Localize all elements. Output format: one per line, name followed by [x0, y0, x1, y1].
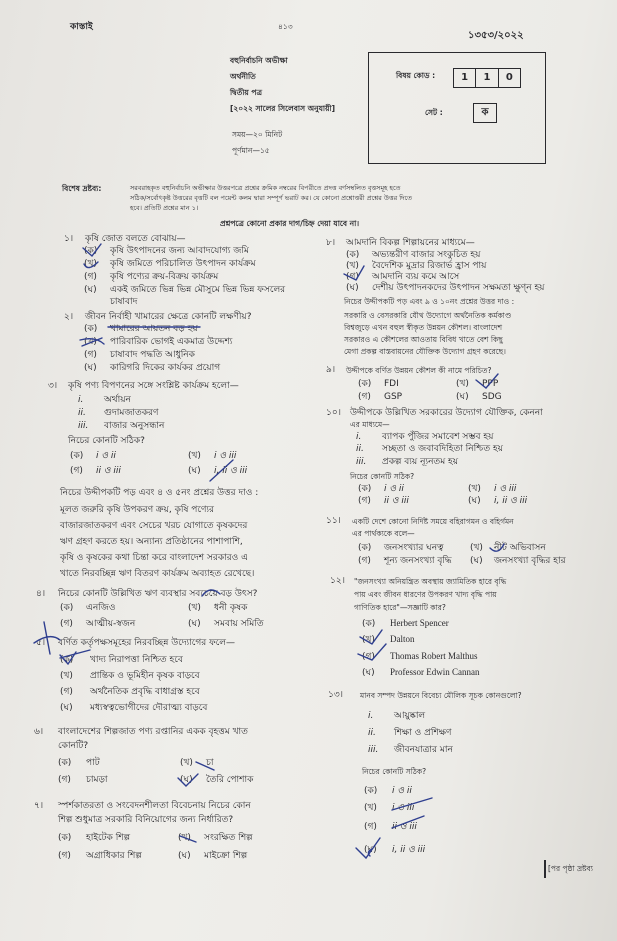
margin-mark [34, 622, 60, 654]
option-key: (খ) [456, 379, 469, 389]
option-text: কৃষি উৎপাদনের জন্য আবাদযোগ্য জমি [110, 246, 249, 256]
option-text: i, ii ও iii [494, 496, 528, 506]
next-page-note: [পর পৃষ্ঠা দ্রষ্টব্য [548, 864, 593, 873]
question-number: ৬। [34, 727, 44, 737]
option-key: (গ) [358, 556, 371, 566]
question-stem: উদ্দীপকে উল্লিখিত সরকারের উদ্যোগ যৌক্তিক, কেননা [350, 408, 543, 418]
question-stem: উদ্দীপকে বর্ণিত উন্নয়ন কৌশল কী নামে পরিচিত? [346, 366, 492, 375]
option-key: (ক) [364, 786, 378, 796]
board-name: কাস্তাই [70, 22, 93, 32]
option-text: ii ও iii [96, 466, 121, 476]
option-key: (গ) [58, 851, 71, 861]
option-text: SDG [482, 392, 502, 402]
which-correct: নিচের কোনটি সঠিক? [68, 436, 145, 446]
option-text: Professor Edwin Cannan [390, 667, 480, 677]
stimulus-line: খাতে নিরবচ্ছিন্ন ঋণ বিতরণ কার্যক্রম অব্যাহত রেখেছে। [60, 569, 255, 579]
option-text: i ও ii [384, 484, 404, 494]
option-key: (খ) [188, 603, 201, 613]
tick-mark-icon [476, 374, 498, 388]
option-key: (ক) [358, 484, 372, 494]
subject-code-label: বিষয় কোড : [396, 71, 436, 80]
code-year: ১৩৫৩/২০২২ [468, 30, 524, 41]
option-text: শূন্য জনসংখ্যা বৃদ্ধি [384, 556, 452, 566]
tick-mark-icon [84, 262, 98, 268]
instructions-line: সঠিক/সর্বোৎকৃষ্ট উত্তরের বৃত্তটি বল পয়েন্ট কলম দ্বারা সম্পূর্ণ ভরাট কর। যে কোনো প্রশ্নোত্তরী প্রশ্নের উত্তর দিতে [130, 194, 413, 202]
item-key: ii. [78, 408, 86, 418]
item-key: i. [368, 711, 374, 721]
option-key: (ঘ) [470, 556, 483, 566]
stimulus-intro: নিচের উদ্দীপকটি পড় এবং ৯ ও ১০নং প্রশ্নের উত্তর দাও : [344, 297, 515, 306]
tick-mark-icon [490, 544, 504, 551]
option-text: হাইটেক শিল্প [86, 833, 131, 843]
question-number: ৭। [34, 801, 44, 811]
footer-bracket [544, 860, 546, 878]
option-key: (খ) [470, 543, 483, 553]
item-key: i. [356, 432, 362, 442]
option-text: মধ্যস্বত্বভোগীদের দৌরাত্ম্য বাড়বে [90, 703, 208, 713]
question-stem-continued: এর মাধ্যমে— [350, 420, 390, 429]
question-stem: আমদানি বিকল্প শিল্পায়নের মাধ্যমে— [346, 238, 475, 248]
option-text: i ও iii [494, 484, 517, 494]
option-key: (ঘ) [468, 496, 481, 506]
question-stem-continued: এর পার্থক্যকে বলে— [352, 529, 415, 538]
which-correct: নিচের কোনটি সঠিক? [362, 767, 427, 776]
question-stem: বাংলাদেশের শিল্পজাত পণ্য রপ্তানির একক বৃহত্তম খাত [58, 727, 248, 737]
page-number: ৪১৩ [278, 22, 293, 31]
option-text: নীট অভিবাসন [494, 543, 546, 553]
option-key: (গ) [84, 272, 97, 282]
option-key: (ক) [362, 619, 376, 629]
option-key: (গ) [358, 392, 371, 402]
option-key: (খ) [188, 451, 201, 461]
option-key: (খ) [60, 671, 73, 681]
cross-mark-icon [80, 338, 104, 346]
instructions-line: সরবরাহকৃত বহুনির্বাচনি অভীক্ষার উত্তরপত্রে প্রশ্নের ক্রমিক নম্বরের বিপরীতে প্রদত্ত বর্ণসম্বলিত বৃত্তসমূহ হতে [130, 184, 401, 192]
question-stem: মানব সম্পদ উন্নয়নে বিবেচ্য মৌলিক সূচক কোনগুলো? [360, 691, 522, 700]
question-number: ১১। [326, 516, 341, 526]
question-number: ১৩। [328, 690, 343, 700]
option-key: (ক) [84, 246, 98, 256]
option-key: (খ) [178, 833, 191, 843]
option-text: পারিবারিক ভোগই একমাত্র উদ্দেশ্য [110, 337, 233, 347]
item-text: সচ্ছতা ও জবাবদিহিতা নিশ্চিত হয় [382, 444, 503, 454]
option-text: অগ্রাধিকার শিল্প [86, 851, 142, 861]
tick-mark-icon [356, 838, 380, 858]
option-key: (ক) [58, 833, 72, 843]
stimulus-line: মেগা প্রকল্প বাস্তবায়নের যৌক্তিক উদ্যোগ গ্রহণ করেছে। [344, 347, 506, 356]
option-key: (ঘ) [84, 285, 97, 295]
option-key: (গ) [358, 496, 371, 506]
option-text: বৈদেশিক মুদ্রার রিজার্ভ হ্রাস পায় [372, 261, 487, 271]
option-text: মাইক্রো শিল্প [204, 851, 248, 861]
question-number: ৩। [48, 381, 58, 391]
option-text-continued: চাষাবাদ [110, 297, 138, 307]
question-stem-continued: কোনটি? [58, 741, 89, 751]
question-number: ৪। [36, 589, 46, 599]
item-key: iii. [356, 457, 367, 467]
subject: অর্থনীতি [230, 72, 256, 81]
option-key: (গ) [84, 350, 97, 360]
option-key: (খ) [346, 261, 359, 271]
item-text: জীবনযাত্রার মান [394, 745, 453, 755]
option-text: খাদ্য নিরাপত্তা নিশ্চিত হবে [90, 655, 183, 665]
strike-mark [392, 798, 432, 810]
option-text: সংরক্ষিত শিল্প [204, 833, 253, 843]
option-key: (গ) [60, 619, 73, 629]
item-key: ii. [356, 444, 364, 454]
option-text: অভ্যন্তরীণ বাজার সংকুচিত হয় [372, 250, 481, 260]
option-text: ii ও iii [384, 496, 409, 506]
which-correct: নিচের কোনটি সঠিক? [350, 472, 415, 481]
item-key: i. [78, 395, 84, 405]
option-key: (খ) [180, 758, 193, 768]
option-text: ii ও iii [392, 822, 417, 832]
code-digit: 1 [476, 69, 498, 87]
strike-mark [180, 836, 196, 842]
option-key: (খ) [364, 803, 377, 813]
question-stem: স্পর্শকাতরতা ও সংবেদনশীলতা বিবেচনায় নিচের কোন [58, 801, 251, 811]
stimulus-line: মূলত জরুরি কৃষি উপকরণ ক্রয়, কৃষি পণ্যের [60, 505, 214, 515]
tick-mark-icon [83, 244, 101, 256]
stimulus-line: ঋণ গ্রহণ করতে হয়। অন্যান্য প্রতিষ্ঠানের পাশাপাশি, [60, 537, 243, 547]
option-text: Thomas Robert Malthus [390, 651, 478, 661]
option-key: (ক) [60, 655, 74, 665]
item-key: ii. [368, 728, 376, 738]
tick-mark-icon [360, 630, 382, 644]
option-text: FDI [384, 379, 399, 389]
question-number: ১। [64, 234, 74, 244]
question-stem: কৃষি জোত বলতে বোঝায়— [85, 234, 186, 244]
option-text: GSP [384, 392, 403, 402]
stimulus-line: সরকারও এ কৌশলের আওতায় বিবিধ খাতে বেশ কিছু [344, 335, 503, 344]
question-stem-continued: শিল্প শুধুমাত্র সরকারি বিনিয়োগের জন্য নির্ধারিত? [58, 815, 234, 825]
option-text: জনসংখ্যার ঘনত্ব [384, 543, 444, 553]
option-text: তৈরি পোশাক [206, 775, 254, 785]
item-text: বাজার অনুসন্ধান [104, 421, 165, 431]
option-text: দেশীয় উৎপাদনকদের উৎপাদন সক্ষমতা ক্ষুণ্ন হয় [372, 283, 545, 293]
option-key: (খ) [84, 337, 97, 347]
option-key: (ঘ) [84, 363, 97, 373]
exam-type: বহুনির্বাচনি অভীক্ষা [230, 56, 288, 65]
option-key: (ক) [60, 603, 74, 613]
item-key: iii. [78, 421, 89, 431]
tick-mark-icon [196, 762, 214, 770]
option-text: কৃষি জমিতে পরিচালিত উৎপাদন কার্যক্রম [110, 259, 256, 269]
option-key: (ঘ) [180, 775, 193, 785]
instructions-warning: প্রশ্নপত্রে কোনো প্রকার দাগ/চিহ্ন দেয়া যাবে না। [220, 219, 360, 228]
question-stem-continued: পায় এবং জীবন ধারণের উপকরণ খাদ্য বৃদ্ধি পায় [354, 590, 497, 599]
question-stem: কৃষি পণ্য বিপণনের সঙ্গে সংশ্লিষ্ট কার্যক্রম হলো— [68, 381, 239, 391]
option-key: (ঘ) [60, 703, 73, 713]
item-text: প্রকল্প ব্যয় ন্যূনতম হয় [382, 457, 459, 467]
option-key: (গ) [346, 272, 359, 282]
option-text: আত্মীয়-স্বজন [86, 619, 136, 629]
question-number: ১০। [326, 408, 341, 418]
option-text: প্রান্তিক ও ভূমিহীন কৃষক বাড়বে [90, 671, 200, 681]
option-text: জনসংখ্যা বৃদ্ধির হার [494, 556, 566, 566]
stimulus-line: বাজারজাতকরণ এবং সেচের খরচ যোগাতে কৃষকদের [60, 521, 248, 531]
item-text: অর্থায়ন [104, 395, 131, 405]
stimulus-line: সরকারি ও বেসরকারি যৌথ উদ্যোগে অর্থনৈতিক কর্মকাণ্ড [344, 311, 512, 320]
option-text: আমদানি ব্যয় কমে আসে [372, 272, 460, 282]
question-stem: একটি দেশে কোনো নির্দিষ্ট সময়ে বহিরাগমন ও বহির্গমন [352, 517, 514, 526]
option-text: খামারের আয়তন বড় হয় [110, 324, 198, 334]
option-key: (গ) [58, 775, 71, 785]
question-number: ৫। [36, 638, 46, 648]
option-text: এনজিও [86, 603, 116, 613]
stimulus-line: কৃষি ও কৃষকের কথা চিন্তা করে বাংলাদেশ সরকারও এ [60, 553, 249, 563]
option-text: সমবায় সমিতি [214, 619, 264, 629]
option-key: (ঘ) [364, 845, 377, 855]
paper: দ্বিতীয় পত্র [230, 88, 263, 97]
option-text: Dalton [390, 634, 415, 644]
question-stem-continued: গাণিতিক হারে"—সজ্ঞাটি কার? [354, 603, 446, 612]
option-key: (গ) [60, 687, 73, 697]
full-marks: পূর্ণমান—১৫ [232, 146, 270, 155]
question-stem: "জনসংখ্যা অনিয়ন্ত্রিত অবস্থায় জ্যামিতিক হারে বৃদ্ধি [354, 577, 507, 586]
option-key: (ঘ) [178, 851, 191, 861]
item-text: আয়ুষ্কাল [394, 711, 426, 721]
item-key: iii. [368, 745, 379, 755]
option-key: (গ) [362, 652, 375, 662]
option-key: (ঘ) [456, 392, 469, 402]
tick-mark-icon [202, 590, 220, 596]
question-number: ৮। [326, 238, 336, 248]
set-label: সেট : [425, 108, 443, 117]
option-text: Herbert Spencer [390, 618, 449, 628]
option-key: (ক) [346, 250, 360, 260]
option-text: ধনী কৃষক [214, 603, 248, 613]
option-key: (ক) [58, 758, 72, 768]
option-key: (গ) [364, 822, 377, 832]
option-text: i ও iii [214, 451, 237, 461]
tick-mark-icon [344, 266, 364, 280]
option-text: i, ii ও iii [214, 466, 248, 476]
stimulus-intro: নিচের উদ্দীপকটি পড় এবং ৪ ও ৫নং প্রশ্নের উত্তর দাও : [60, 488, 259, 498]
code-digit: 1 [454, 69, 476, 87]
option-text: একই জমিতে ভিন্ন ভিন্ন মৌসুমে ভিন্ন ভিন্ন ফসলের [110, 285, 286, 295]
option-text: চা [206, 758, 214, 768]
question-number: ৯। [326, 365, 336, 375]
question-stem: বর্ণিত কর্তৃপক্ষসমূহের নিরবচ্ছিন্ন উদ্যোগের ফলে— [58, 638, 235, 648]
exam-time: সময়—২০ মিনিট [232, 130, 283, 139]
strike-mark [60, 650, 90, 658]
option-key: (ক) [70, 451, 84, 461]
item-text: শিক্ষা ও প্রশিক্ষণ [394, 728, 452, 738]
question-number: ২। [64, 312, 74, 322]
option-text: i ও ii [392, 786, 412, 796]
option-text: চামড়া [86, 775, 108, 785]
option-key: (গ) [70, 466, 83, 476]
item-text: ব্যাপক পুঁজির সমাবেশ সম্ভব হয় [382, 432, 494, 442]
option-key: (ঘ) [362, 668, 375, 678]
option-key: (খ) [468, 484, 481, 494]
option-key: (ক) [358, 379, 372, 389]
option-text: i, ii ও iii [392, 845, 426, 855]
question-stem: জীবন নির্বাহী খামারের ক্ষেত্রে কোনটি লক্ষণীয়? [85, 312, 252, 322]
option-text: অর্থনৈতিক প্রবৃদ্ধি বাধাগ্রস্ত হবে [90, 687, 200, 697]
strike-mark [392, 816, 424, 828]
option-text: চাষাবাদ পদ্ধতি আধুনিক [110, 350, 195, 360]
tick-mark-icon [358, 644, 386, 660]
instructions-label: বিশেষ দ্রষ্টব্য: [62, 184, 102, 193]
option-key: (ক) [84, 324, 98, 334]
item-text: গুদামজাতকরণ [104, 408, 159, 418]
question-number: ১২। [330, 576, 345, 586]
option-key: (ঘ) [346, 283, 359, 293]
option-key: (ঘ) [188, 619, 201, 629]
stimulus-line: বিশ্বজুড়ে এখন বহুল স্বীকৃত উন্নয়ন কৌশল। বাংলাদেশ [344, 323, 503, 332]
option-text: পাট [86, 758, 100, 768]
instructions-line: হবে। প্রতিটি প্রশ্নের মান ১। [130, 204, 199, 212]
option-key: (ঘ) [188, 466, 201, 476]
syllabus: [২০২২ সালের সিলেবাস অনুযায়ী] [230, 104, 336, 113]
option-text: কৃষি পণ্যের ক্রয়-বিক্রয় কার্যক্রম [110, 272, 219, 282]
code-digit: 0 [505, 72, 513, 83]
option-text: PPP [482, 379, 499, 389]
option-key: (খ) [84, 259, 97, 269]
option-key: (খ) [362, 635, 375, 645]
option-text: i ও iii [392, 803, 415, 813]
tick-mark-icon [210, 460, 233, 481]
option-text: i ও ii [96, 451, 116, 461]
option-key: (ক) [358, 543, 372, 553]
set-value: ক [473, 103, 497, 123]
question-stem: নিচের কোনটি উল্লিখিত ঋণ ব্যবস্থার সবচেয়ে বড় উৎস? [58, 589, 258, 599]
tick-mark-icon [178, 774, 198, 786]
option-text: কারিগরি দিকের কার্যকর প্রয়োগ [110, 363, 221, 373]
